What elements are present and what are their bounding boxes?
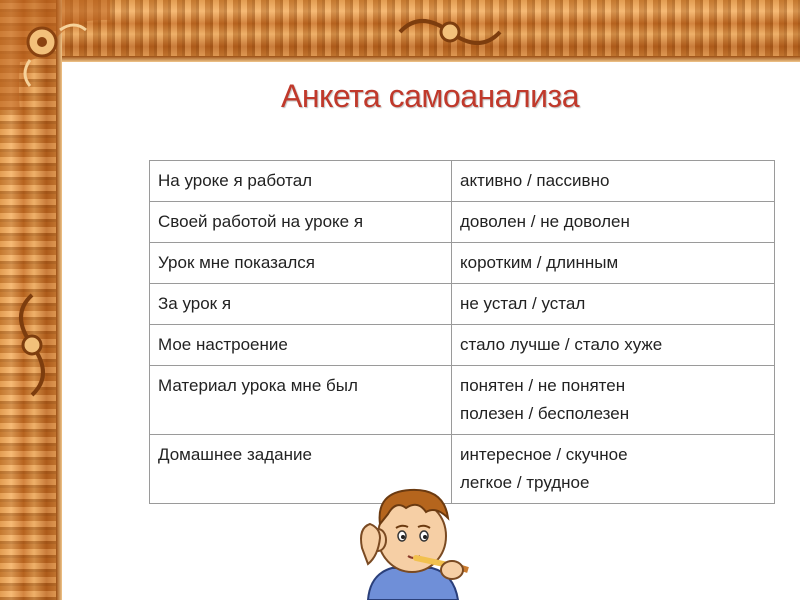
question-cell: За урок я xyxy=(150,284,452,325)
self-analysis-table xyxy=(149,160,775,504)
question-cell: Урок мне показался xyxy=(150,243,452,284)
thinking-boy-illustration xyxy=(340,478,480,600)
answer-line: легкое / трудное xyxy=(459,473,590,492)
question-cell: Мое настроение xyxy=(150,325,452,366)
question-cell: Домашнее задание xyxy=(150,435,452,504)
table-row xyxy=(150,161,775,202)
answer-cell xyxy=(451,202,774,243)
answer-cell xyxy=(451,366,774,435)
table-row xyxy=(150,202,775,243)
answer-line: доволен / не доволен xyxy=(459,212,630,231)
answer-line: активно / пассивно xyxy=(459,171,610,190)
answer-line: стало лучше / стало хуже xyxy=(459,335,663,354)
answer-line: полезен / бесполезен xyxy=(459,404,630,423)
page-title: Анкета самоанализа xyxy=(281,78,579,114)
table-row xyxy=(150,366,775,435)
answer-cell xyxy=(451,243,774,284)
answer-cell xyxy=(451,325,774,366)
question-cell: Материал урока мне был xyxy=(150,366,452,435)
table-row xyxy=(150,284,775,325)
answer-cell xyxy=(451,284,774,325)
question-cell: Своей работой на уроке я xyxy=(150,202,452,243)
answer-cell xyxy=(451,435,774,504)
answer-line: не устал / устал xyxy=(459,294,586,313)
table-row xyxy=(150,325,775,366)
table-row xyxy=(150,243,775,284)
answer-line: понятен / не понятен xyxy=(459,376,626,395)
answer-cell xyxy=(451,161,774,202)
answer-line: коротким / длинным xyxy=(459,253,619,272)
answer-line: интересное / скучное xyxy=(459,445,628,464)
frame-left-scroll-ornament xyxy=(8,290,56,400)
frame-top-scroll-ornament xyxy=(395,8,505,56)
question-cell: На уроке я работал xyxy=(150,161,452,202)
